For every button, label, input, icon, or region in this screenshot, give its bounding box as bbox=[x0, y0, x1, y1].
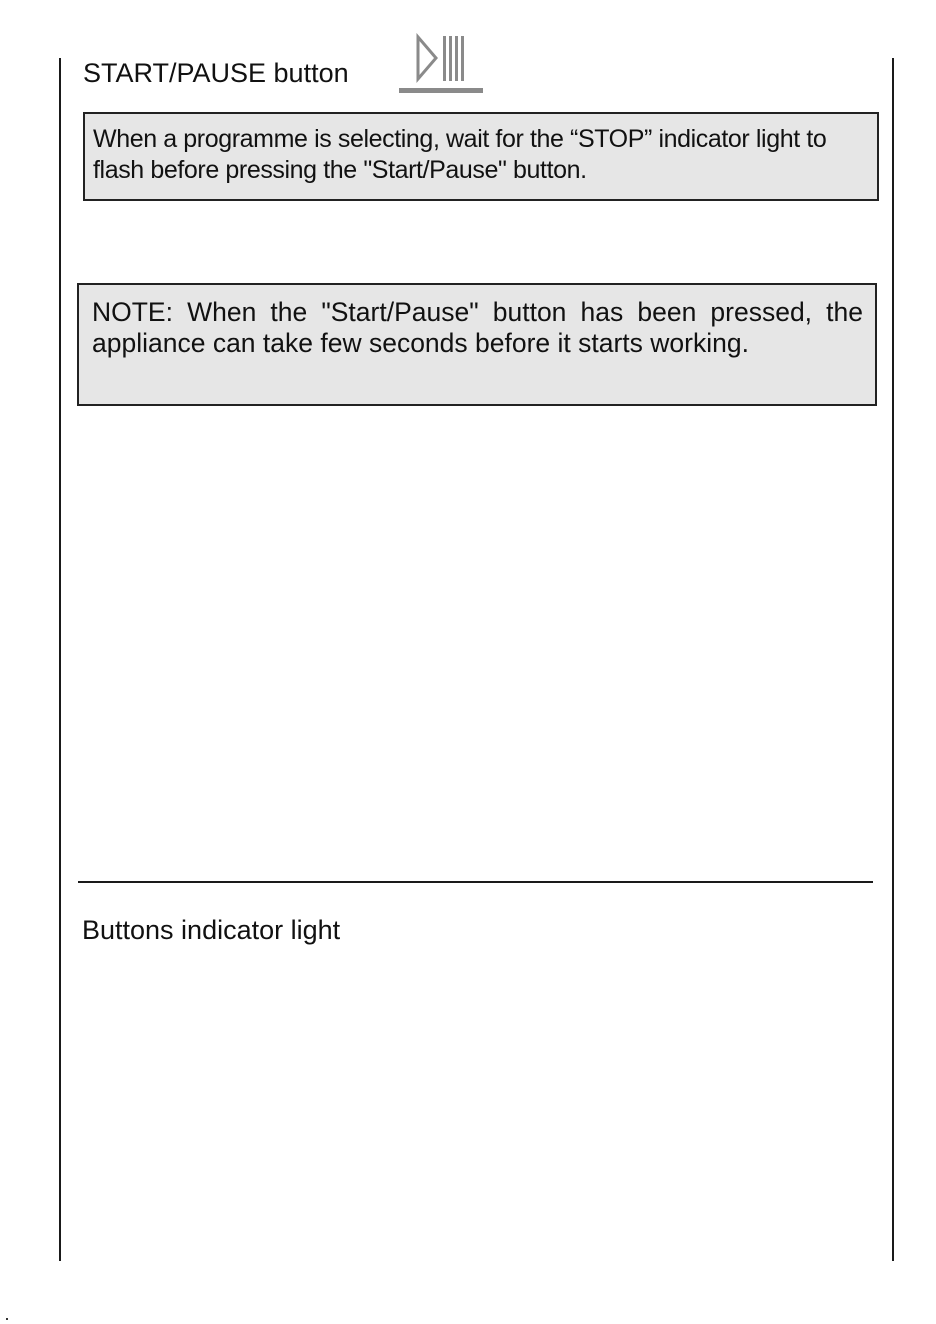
selection-warning-box bbox=[83, 112, 879, 201]
section-divider bbox=[78, 881, 873, 883]
left-margin-line bbox=[59, 58, 61, 1261]
note-box bbox=[77, 283, 877, 406]
page-mark bbox=[6, 1318, 8, 1320]
note-text: NOTE: When the "Start/Pause" button has been pressed, the appliance can take few seconds before it starts working. bbox=[92, 297, 863, 358]
right-margin-line bbox=[892, 58, 894, 1261]
selection-warning-text: When a programme is selecting, wait for the “STOP” indicator light to flash before pressing the "Start/Pause" button. bbox=[93, 125, 827, 184]
buttons-indicator-heading: Buttons indicator light bbox=[82, 915, 341, 945]
start-pause-heading: START/PAUSE button bbox=[83, 58, 349, 88]
play-pause-icon bbox=[398, 33, 484, 97]
